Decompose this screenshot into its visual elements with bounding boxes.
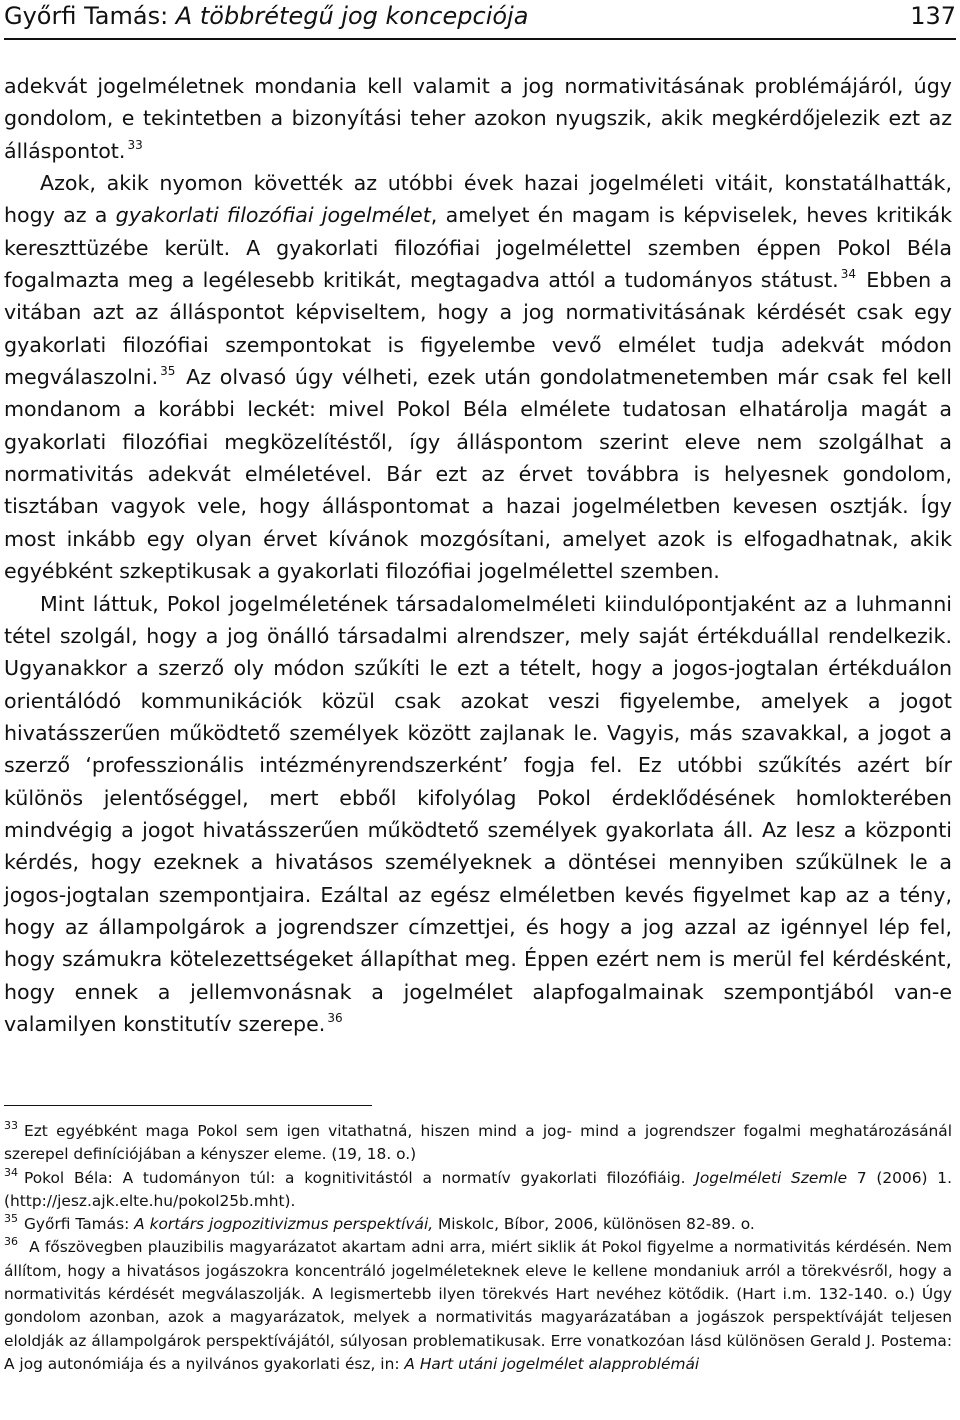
footnote-ref-33[interactable]: 33: [127, 137, 143, 152]
footnote-italic: Jogelméleti Szemle: [695, 1168, 848, 1187]
paragraph-2-italic: gyakorlati filozófiai jogelmélet: [115, 203, 431, 228]
main-text: [4, 70, 952, 1040]
paragraph-2: [4, 167, 952, 587]
footnote-35: 35 Győrfi Tamás: A kortárs jogpozitivizmus perspektívái, Miskolc, Bíbor, 2006, különösen 82-89. o.: [4, 1212, 755, 1234]
footnotes: [4, 1120, 952, 1376]
running-title-author: Győrfi Tamás:: [4, 2, 176, 30]
footnote-36: 36 A főszövegben plauzibilis magyarázatot akartam adni arra, miért siklik át Pokol figyelme a normativitás kérdésén. Nem állítom, hogy a hivatásos jogászokra koncentráló jogelméleteknek eleve le kellene mondaniuk arról a törekvésről, hogy a normativitás kérdését megválaszolják. A legismertebb ilyen törekvés Hart nevéhez kötődik. (Hart i.m. 132-140. o.) Úgy gondolom azonban, azok a magyarázatok, melyek a normativitás magyarázatában a jogászok perspektíváját teljesen eloldják az állampolgárok perspektívájától, súlyosan problematikusak. Erre vonatkozóan lásd különösen Gerald J. Postema: A jog autonómiája és a nyilvános gyakorlati ész, in: A Hart utáni jogelmélet alapproblémái: [4, 1235, 952, 1373]
footnote-text: A főszövegben plauzibilis magyarázatot akartam adni arra, miért siklik át Pokol figyelme a normativitás kérdésén. Nem állítom, hogy a hivatásos jogászokra koncentráló jogelméleteknek eleve le kellene mondaniuk arról a törekvésről, hogy a normativitás kérdését megválaszolják. A legismertebb ilyen törekvés Hart nevéhez kötődik. (Hart i.m. 132-140. o.) Úgy gondolom azonban, azok a magyarázatok, melyek a normativitás magyarázatában a jogászok perspektíváját teljesen eloldják az állampolgárok perspektívájától, súlyosan problematikusak. Erre vonatkozóan lásd különösen Gerald J. Postema: A jog autonómiája és a nyilvános gyakorlati ész, in:: [4, 1238, 952, 1373]
footnote-separator: [4, 1105, 372, 1106]
footnote-italic: Győrfi Tamás:: [24, 1215, 135, 1234]
page-header: [4, 0, 956, 40]
paragraph-1: [4, 70, 952, 167]
paragraph-2-text-d: Az olvasó úgy vélheti, ezek után gondolatmenetemben már csak fel kell mondanom a korábbi leckét: mivel Pokol Béla elmélete tudatosan elhatárolja magát a gyakorlati filozófiai megközelítéstől, így álláspontom szerint eleve nem szolgálhat a normativitás adekvát elméletével. Bár ezt az érvet továbbra is helyesnek gondolom, tisztában vagyok vele, hogy álláspontomat a hazai jogelméletben kevesen osztják. Így most inkább egy olyan érvet kívánok mozgósítani, amelyet azok is elfogadhatnak, akik egyébként szkeptikusak a gyakorlati filozófiai jogelmélettel szemben.: [4, 365, 952, 584]
footnote-ref-34[interactable]: 34: [840, 267, 856, 282]
footnote-ref-36[interactable]: 36: [327, 1010, 343, 1025]
paragraph-2-text-a: Azok, akik nyomon követték az utóbbi évek hazai jogelméleti vitáit, konstatálhatták, hogy az a: [4, 171, 952, 228]
footnote-italic: A Hart utáni jogelmélet alapproblémái: [404, 1354, 700, 1373]
footnote-text: 7 (2006) 1. (http://jesz.ajk.elte.hu/pokol25b.mht).: [4, 1168, 952, 1210]
footnote-italic: A kortárs jogpozitivizmus perspektívái,: [134, 1215, 434, 1234]
paragraph-3-text: Mint láttuk, Pokol jogelméletének társadalomelméleti kiindulópontjaként az a luhmanni tétel szolgál, hogy a jog önálló társadalmi alrendszer, mely saját értékduállal rendelkezik. Ugyanakkor a szerző oly módon szűkíti le ezt a tételt, hogy a jogos-jogtalan értékduálon orientálódó kommunikációk közül csak azokat veszi figyelembe, amelyek a jogot hivatásszerűen működtető személyek között zajlanak le. Vagyis, más szavakkal, a jogot a szerző ‘professzionális intézményrendszerként’ fogja fel. Ez utóbbi szűkítés azért bír különös jelentőséggel, mert ebből kifolyólag Pokol érdeklődésének homlokterében mindvégig a jogot hivatásszerűen működtető személyek gyakorlata áll. Az lesz a központi kérdés, hogy ezeknek a hivatásos személyeknek a döntései mennyiben szűkülnek le a jogos-jogtalan szempontjaira. Ezáltal az egész elméletben kevés figyelmet kap az a tény, hogy az állampolgárok a jogrendszer címzettjei, és hogy a jog azzal az igénnyel lép fel, hogy számukra kötelezettségeket állapíthat meg. Éppen ezért nem is merül fel kérdésként, hogy ennek a jellemvonásnak a jogelmélet alapfogalmainak szempontjából van-e valamilyen konstitutív szerepe.: [4, 591, 952, 1036]
footnote-33: 33 Ezt egyébként maga Pokol sem igen vitathatná, hiszen mind a jog- mind a jogrendszer fogalmi meghatározásánál szerepel definíciójában a kényszer eleme. (19, 18. o.): [4, 1119, 952, 1164]
running-title: [4, 0, 528, 32]
paragraph-2-text-c: Ebben a vitában azt az álláspontot képviseltem, hogy a jog normativitásának kérdését csak egy gyakorlati filozófiai szempontokat is figyelembe vevő elmélet tudja adekvát módon megválaszolni.: [4, 268, 952, 390]
page-number: 137: [910, 2, 956, 30]
running-title-work: A többrétegű jog koncepciója: [175, 2, 529, 30]
footnote-text: Miskolc, Bíbor, 2006, különösen 82-89. o.: [433, 1215, 755, 1234]
paragraph-3: [4, 588, 952, 1041]
footnote-text: Ezt egyébként maga Pokol sem igen vitathatná, hiszen mind a jog- mind a jogrendszer fogalmi meghatározásánál szerepel definíciójában a kényszer eleme. (19, 18. o.): [4, 1122, 952, 1164]
footnote-34: 34 Pokol Béla: A tudományon túl: a kognitivitástól a normatív gyakorlati filozófiáig. Jogelméleti Szemle 7 (2006) 1. (http://jesz.ajk.elte.hu/pokol25b.mht).: [4, 1165, 952, 1210]
paragraph-2-text-b: , amelyet én magam is képviselek, heves kritikák kereszttüzébe került. A gyakorlati filozófiai jogelmélettel szemben éppen Pokol Béla fogalmazta meg a legélesebb kritikát, megtagadva attól a tudományos státust.: [4, 203, 952, 293]
footnote-text: Pokol Béla: A tudományon túl: a kognitivitástól a normatív gyakorlati filozófiáig.: [24, 1168, 696, 1187]
footnote-ref-35[interactable]: 35: [160, 364, 176, 379]
paragraph-1-text: adekvát jogelméletnek mondania kell valamit a jog normativitásának problémájáról, úgy gondolom, e tekintetben a bizonyítási teher azokon nyugszik, akik megkérdőjelezik ezt az álláspontot.: [4, 74, 952, 163]
